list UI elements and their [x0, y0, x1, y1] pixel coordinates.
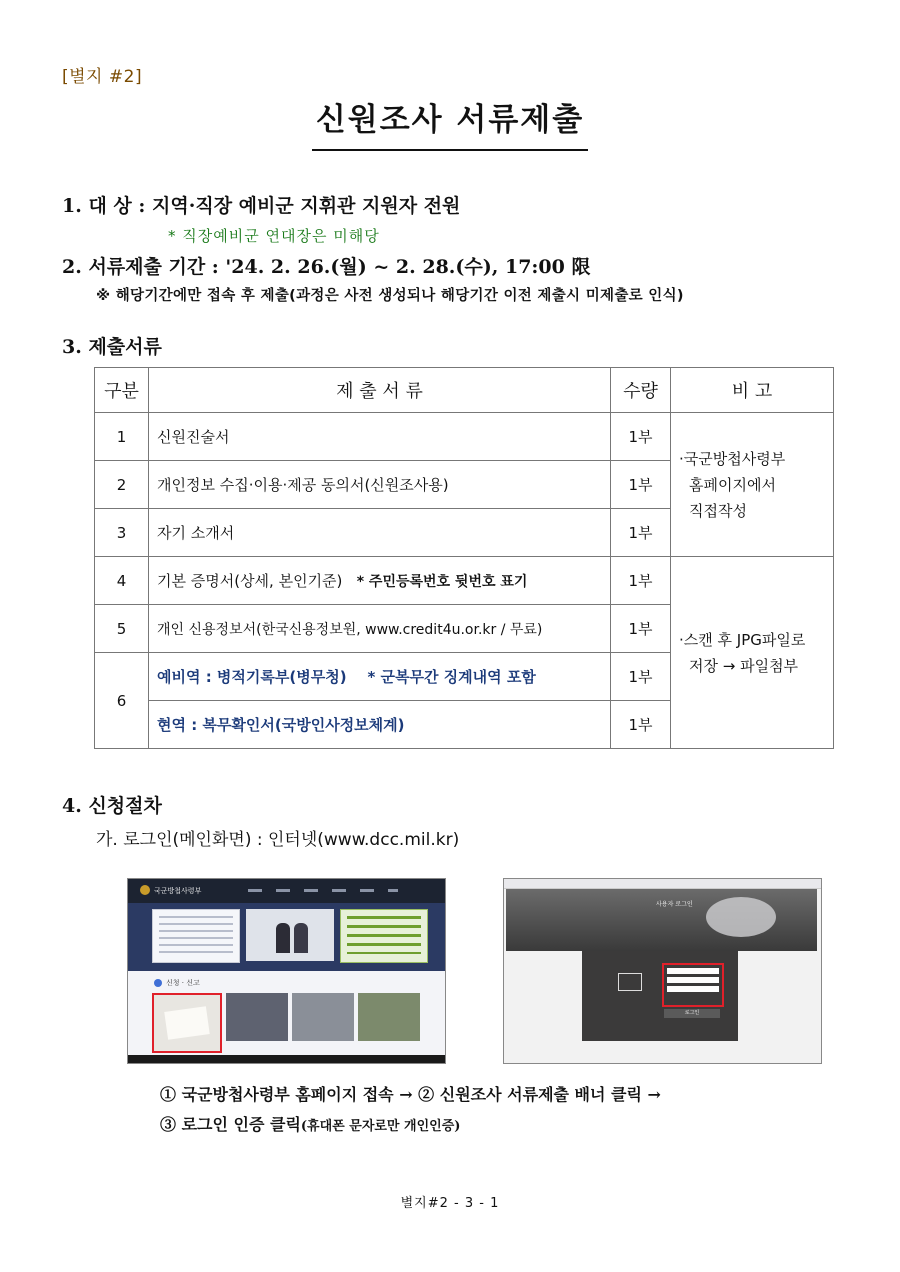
row-number: 2 — [95, 461, 149, 509]
header-documents: 제 출 서 류 — [149, 368, 611, 413]
row-document: 자기 소개서 — [149, 509, 611, 557]
section-documents-heading: 3. 제출서류 — [62, 336, 162, 358]
procedure-steps-line1: ① 국군방첩사령부 홈페이지 접속 → ② 신원조사 서류제출 배너 클릭 → — [160, 1085, 661, 1104]
section-dot-icon — [154, 979, 162, 987]
section-target-heading: 1. 대 상 : 지역·직장 예비군 지휘관 지원자 전원 — [62, 195, 461, 217]
attachment-tag: [별지 #2] — [62, 67, 143, 87]
section-procedure-heading: 4. 신청절차 — [62, 795, 162, 817]
header-remarks: 비 고 — [671, 368, 834, 413]
section-period-note: ※ 해당기간에만 접속 후 제출(과정은 사전 생성되나 해당기간 이전 제출시 미제출로 인식) — [96, 288, 684, 304]
site-header — [128, 879, 445, 903]
row-number: 3 — [95, 509, 149, 557]
row-number: 4 — [95, 557, 149, 605]
table-row — [95, 557, 834, 605]
row-document: 개인 신용정보서(한국신용정보원, www.credit4u.or.kr / 무료) — [149, 605, 611, 653]
lock-photo — [226, 993, 288, 1041]
row-document: 현역 : 복무확인서(국방인사정보체계) — [149, 701, 611, 749]
page-title: 신원조사 서류제출 — [0, 94, 900, 151]
security-banner — [340, 909, 428, 963]
highlight-box — [152, 993, 222, 1053]
monitor-icon — [618, 973, 642, 991]
mouse-photo — [706, 897, 776, 937]
apply-section-label: 신청 · 신고 — [166, 979, 200, 987]
row-document: 예비역 : 병적기록부(병무청) * 군복무간 징계내역 포함 — [149, 653, 611, 701]
section-period-heading: 2. 서류제출 기간 : '24. 2. 26.(월) ~ 2. 28.(수), 17:00 限 — [62, 256, 591, 278]
row-quantity: 1부 — [611, 461, 671, 509]
section-target-note: * 직장예비군 연대장은 미해당 — [168, 227, 380, 245]
row-quantity: 1부 — [611, 413, 671, 461]
section-procedure-login: 가. 로그인(메인화면) : 인터넷(www.dcc.mil.kr) — [96, 830, 460, 850]
header-quantity: 수량 — [611, 368, 671, 413]
row-number: 5 — [95, 605, 149, 653]
row-document: 개인정보 수집·이용·제공 동의서(신원조사용) — [149, 461, 611, 509]
phone-photo — [292, 993, 354, 1041]
login-title: 사용자 로그인 — [656, 901, 693, 908]
procedure-steps-line2: ③ 로그인 인증 클릭(휴대폰 문자로만 개인인증) — [160, 1115, 461, 1134]
taskbar — [128, 1055, 445, 1063]
row-quantity: 1부 — [611, 557, 671, 605]
remark-online: ·국군방첩사령부 홈페이지에서 직접작성 — [671, 413, 834, 557]
homepage-screenshot — [127, 878, 446, 1064]
row-number: 1 — [95, 413, 149, 461]
table-header-row — [95, 368, 834, 413]
header-category: 구분 — [95, 368, 149, 413]
emblem-icon — [140, 885, 150, 895]
login-panel — [582, 951, 738, 1041]
building-photo — [358, 993, 420, 1041]
hero-banner — [128, 903, 445, 971]
nav-menu — [248, 889, 398, 892]
login-backdrop — [506, 889, 817, 951]
login-screenshot — [503, 878, 822, 1064]
row-quantity: 1부 — [611, 509, 671, 557]
row-quantity: 1부 — [611, 701, 671, 749]
row-document: 기본 증명서(상세, 본인기준) * 주민등록번호 뒷번호 표기 — [149, 557, 611, 605]
documents-table — [94, 367, 834, 749]
row-number: 6 — [95, 653, 149, 749]
row-document: 신원진술서 — [149, 413, 611, 461]
notice-box — [152, 909, 240, 963]
news-photo — [246, 909, 334, 961]
row-quantity: 1부 — [611, 605, 671, 653]
row-quantity: 1부 — [611, 653, 671, 701]
site-title: 국군방첩사령부 — [154, 887, 202, 895]
login-button[interactable]: 로그인 — [664, 1009, 720, 1018]
table-row — [95, 413, 834, 461]
login-form-highlight — [662, 963, 724, 1007]
page-footer: 별지#2 - 3 - 1 — [400, 1196, 500, 1211]
browser-bar — [504, 879, 821, 889]
remark-scan: ·스캔 후 JPG파일로 저장 → 파일첨부 — [671, 557, 834, 749]
